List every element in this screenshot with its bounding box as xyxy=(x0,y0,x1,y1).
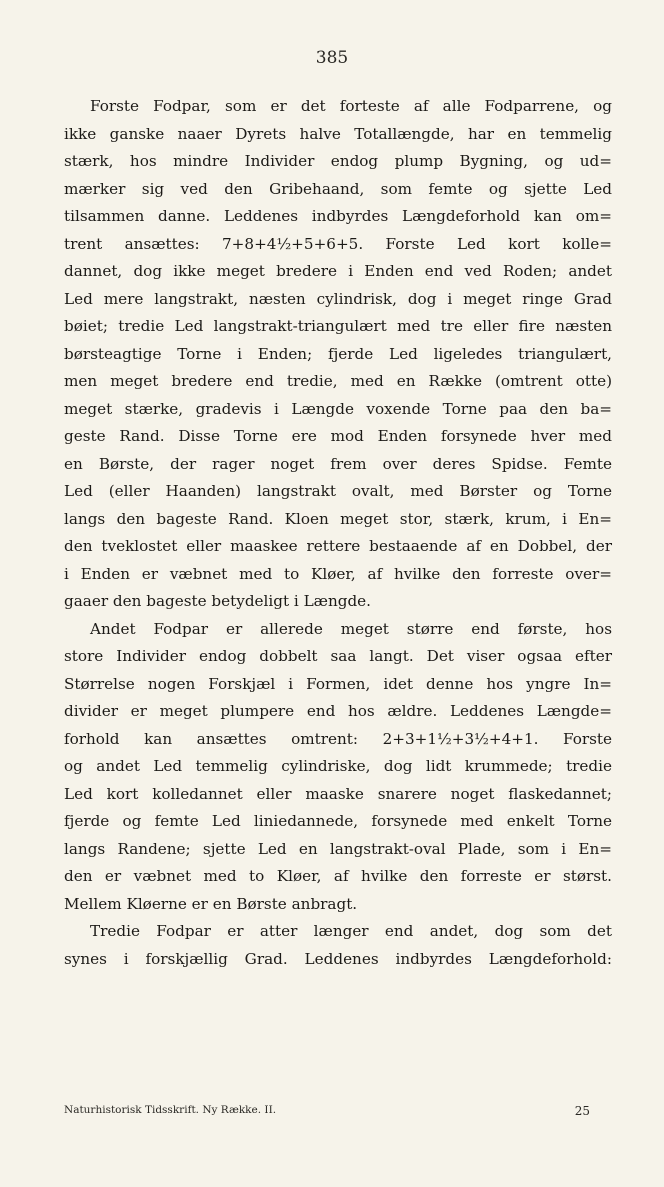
text-line: tilsammen danne. Leddenes indbyrdes Længdeforhold kan om= xyxy=(64,207,612,225)
body-text xyxy=(64,93,612,973)
page-footer xyxy=(64,1104,612,1118)
text-line: langs den bageste Rand. Kloen meget stor, stærk, krum, i En= xyxy=(64,509,612,528)
text-line: fjerde og femte Led liniedannede, forsynede med enkelt Torne xyxy=(64,812,612,830)
text-line: geste Rand. Disse Torne ere mod Enden forsynede hver med xyxy=(64,427,612,445)
text-line: dannet, dog ikke meget bredere i Enden end ved Roden; andet xyxy=(64,262,612,280)
journal-title: Naturhistorisk Tidsskrift. Ny Række. II. xyxy=(64,1104,277,1116)
text-line: men meget bredere end tredie, med en Række (omtrent otte) xyxy=(64,372,612,390)
text-line: Andet Fodpar er allerede meget større end første, hos xyxy=(90,619,612,638)
text-line: Led (eller Haanden) langstrakt ovalt, med Børster og Torne xyxy=(64,482,612,500)
text-line: den er væbnet med to Kløer, af hvilke den forreste er størst. xyxy=(64,867,612,885)
text-line: Led mere langstrakt, næsten cylindrisk, dog i meget ringe Grad xyxy=(64,289,612,308)
text-line: den tveklostet eller maaskee rettere bestaaende af en Dobbel, der xyxy=(64,537,612,555)
text-line: en Børste, der rager noget frem over deres Spidse. Femte xyxy=(64,454,612,473)
text-line: børsteagtige Torne i Enden; fjerde Led ligeledes triangulært, xyxy=(64,344,612,363)
text-line: gaaer den bageste betydeligt i Længde. xyxy=(64,592,371,610)
text-line: Mellem Kløerne er en Børste anbragt. xyxy=(64,894,358,913)
text-line: bøiet; tredie Led langstrakt-triangulært med tre eller fire næsten xyxy=(64,317,612,335)
text-line: Forste Fodpar, som er det forteste af alle Fodparrene, og xyxy=(90,97,612,115)
text-line: og andet Led temmelig cylindriske, dog lidt krummede; tredie xyxy=(64,757,612,775)
signature-mark: 25 xyxy=(574,1104,590,1118)
text-line: ikke ganske naaer Dyrets halve Totallængde, har en temmelig xyxy=(64,124,612,143)
text-line: Led kort kolledannet eller maaske snarere noget flaskedannet; xyxy=(64,784,612,803)
text-line: Tredie Fodpar er atter længer end andet, dog som det xyxy=(90,922,612,940)
text-line: forhold kan ansættes omtrent: 2+3+1½+3½+4+1. Forste xyxy=(64,729,612,748)
text-line: stærk, hos mindre Individer endog plump Bygning, og ud= xyxy=(64,152,612,170)
text-line: langs Randene; sjette Led en langstrakt-oval Plade, som i En= xyxy=(64,839,612,858)
text-line: Størrelse nogen Forskjæl i Formen, idet denne hos yngre In= xyxy=(64,674,612,693)
text-line: divider er meget plumpere end hos ældre. Leddenes Længde= xyxy=(64,702,612,720)
text-line: trent ansættes: 7+8+4½+5+6+5. Forste Led kort kolle= xyxy=(64,234,612,253)
text-line: mærker sig ved den Gribehaand, som femte og sjette Led xyxy=(64,179,612,198)
text-line: i Enden er væbnet med to Kløer, af hvilke den forreste over= xyxy=(64,564,612,583)
text-line: synes i forskjællig Grad. Leddenes indbyrdes Længdeforhold: xyxy=(64,949,612,968)
page-number: 385 xyxy=(315,48,349,68)
text-line: store Individer endog dobbelt saa langt. Det viser ogsaa efter xyxy=(64,647,612,665)
text-line: meget stærke, gradevis i Længde voxende Torne paa den ba= xyxy=(64,399,612,418)
